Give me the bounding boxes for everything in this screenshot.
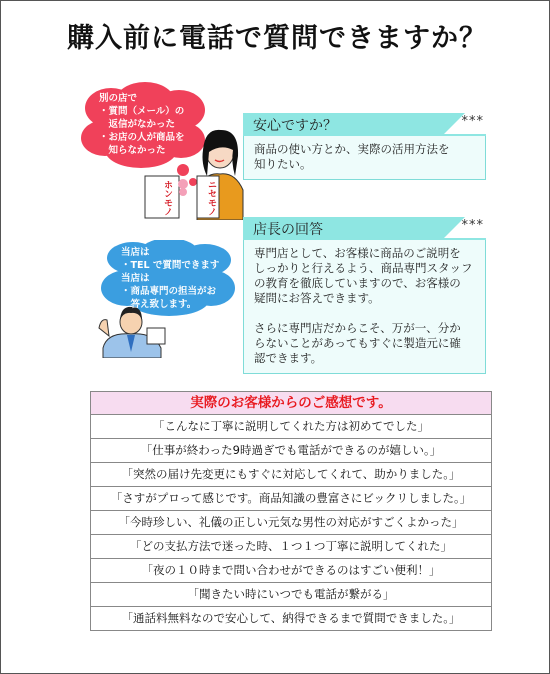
question-text: 商品の使い方とか、実際の活用方法を 知りたい。: [254, 142, 450, 171]
bubble-line: ・お店の人が商品を: [99, 132, 185, 143]
question-card: [243, 113, 486, 180]
question-stars: ***: [461, 114, 484, 129]
bottom-bubble-text: [121, 246, 219, 311]
testimonials-table: [90, 391, 492, 631]
question-label: 安心ですか？: [253, 118, 337, 134]
illustration-woman: [75, 80, 245, 220]
testimonial-row: 「仕事が終わった9時過ぎでも電話ができるのが嬉しい。」: [91, 439, 491, 463]
testimonial-row: 「聞きたい時にいつでも電話が繋がる」: [91, 583, 491, 607]
question-body: [243, 135, 486, 180]
answer-paragraph-1: 専門店として、お客様に商品のご説明を しっかりと行えるよう、商品専門スタッフ の教育を徹底していますので、お客様の 疑問にお答えできます。: [254, 246, 473, 305]
answer-paragraph-2: さらに専門店だからこそ、万が一、分か らないことがあってもすぐに製造元に確 認できます。: [254, 321, 461, 365]
testimonial-row: 「こんなに丁寧に説明してくれた方は初めてでした」: [91, 415, 491, 439]
bubble-line: 当店は: [121, 273, 150, 284]
sign-fake: ニセモノ: [206, 180, 216, 216]
testimonial-row: 「通話料無料なので安心して、納得できるまで質問できました。」: [121, 611, 461, 625]
bubble-line: ・TEL で質問できます: [121, 260, 220, 271]
testimonial-row: 「さすがプロって感じです。商品知識の豊富さにビックリしました。」: [91, 487, 491, 511]
illustration-manager: [95, 240, 245, 358]
answer-body: [243, 239, 486, 374]
testimonials-header: 実際のお客様からのご感想です。: [91, 392, 491, 415]
bubble-line: 知らなかった: [99, 145, 166, 156]
testimonial-row: 「夜の１０時まで問い合わせができるのはすごい便利！」: [91, 559, 491, 583]
testimonial-row: 「どの支払方法で迷った時、１つ１つ丁寧に説明してくれた」: [91, 535, 491, 559]
bubble-line: ・質問（メール）の: [99, 106, 185, 117]
bubble-line: 答え致します。: [121, 299, 197, 310]
bubble-line: ・商品専門の担当がお: [121, 286, 217, 297]
page-title: 購入前に電話で質問できますか？: [67, 23, 487, 54]
question-tab-row: [243, 113, 486, 135]
top-bubble-text: [99, 92, 185, 157]
testimonial-row: 「今時珍しい、礼儀の正しい元気な男性の対応がすごくよかった」: [91, 511, 491, 535]
bubble-line: 返信がなかった: [99, 119, 176, 130]
answer-label: 店長の回答: [253, 222, 323, 238]
answer-tab-row: [243, 217, 486, 239]
answer-card: [243, 217, 486, 374]
bubble-line: 別の店で: [99, 93, 138, 104]
testimonial-row: 「突然の届け先変更にもすぐに対応してくれて、助かりました。」: [91, 463, 491, 487]
sign-genuine: ホンモノ: [162, 180, 172, 216]
answer-stars: ***: [461, 218, 484, 233]
bubble-line: 当店は: [121, 247, 150, 258]
